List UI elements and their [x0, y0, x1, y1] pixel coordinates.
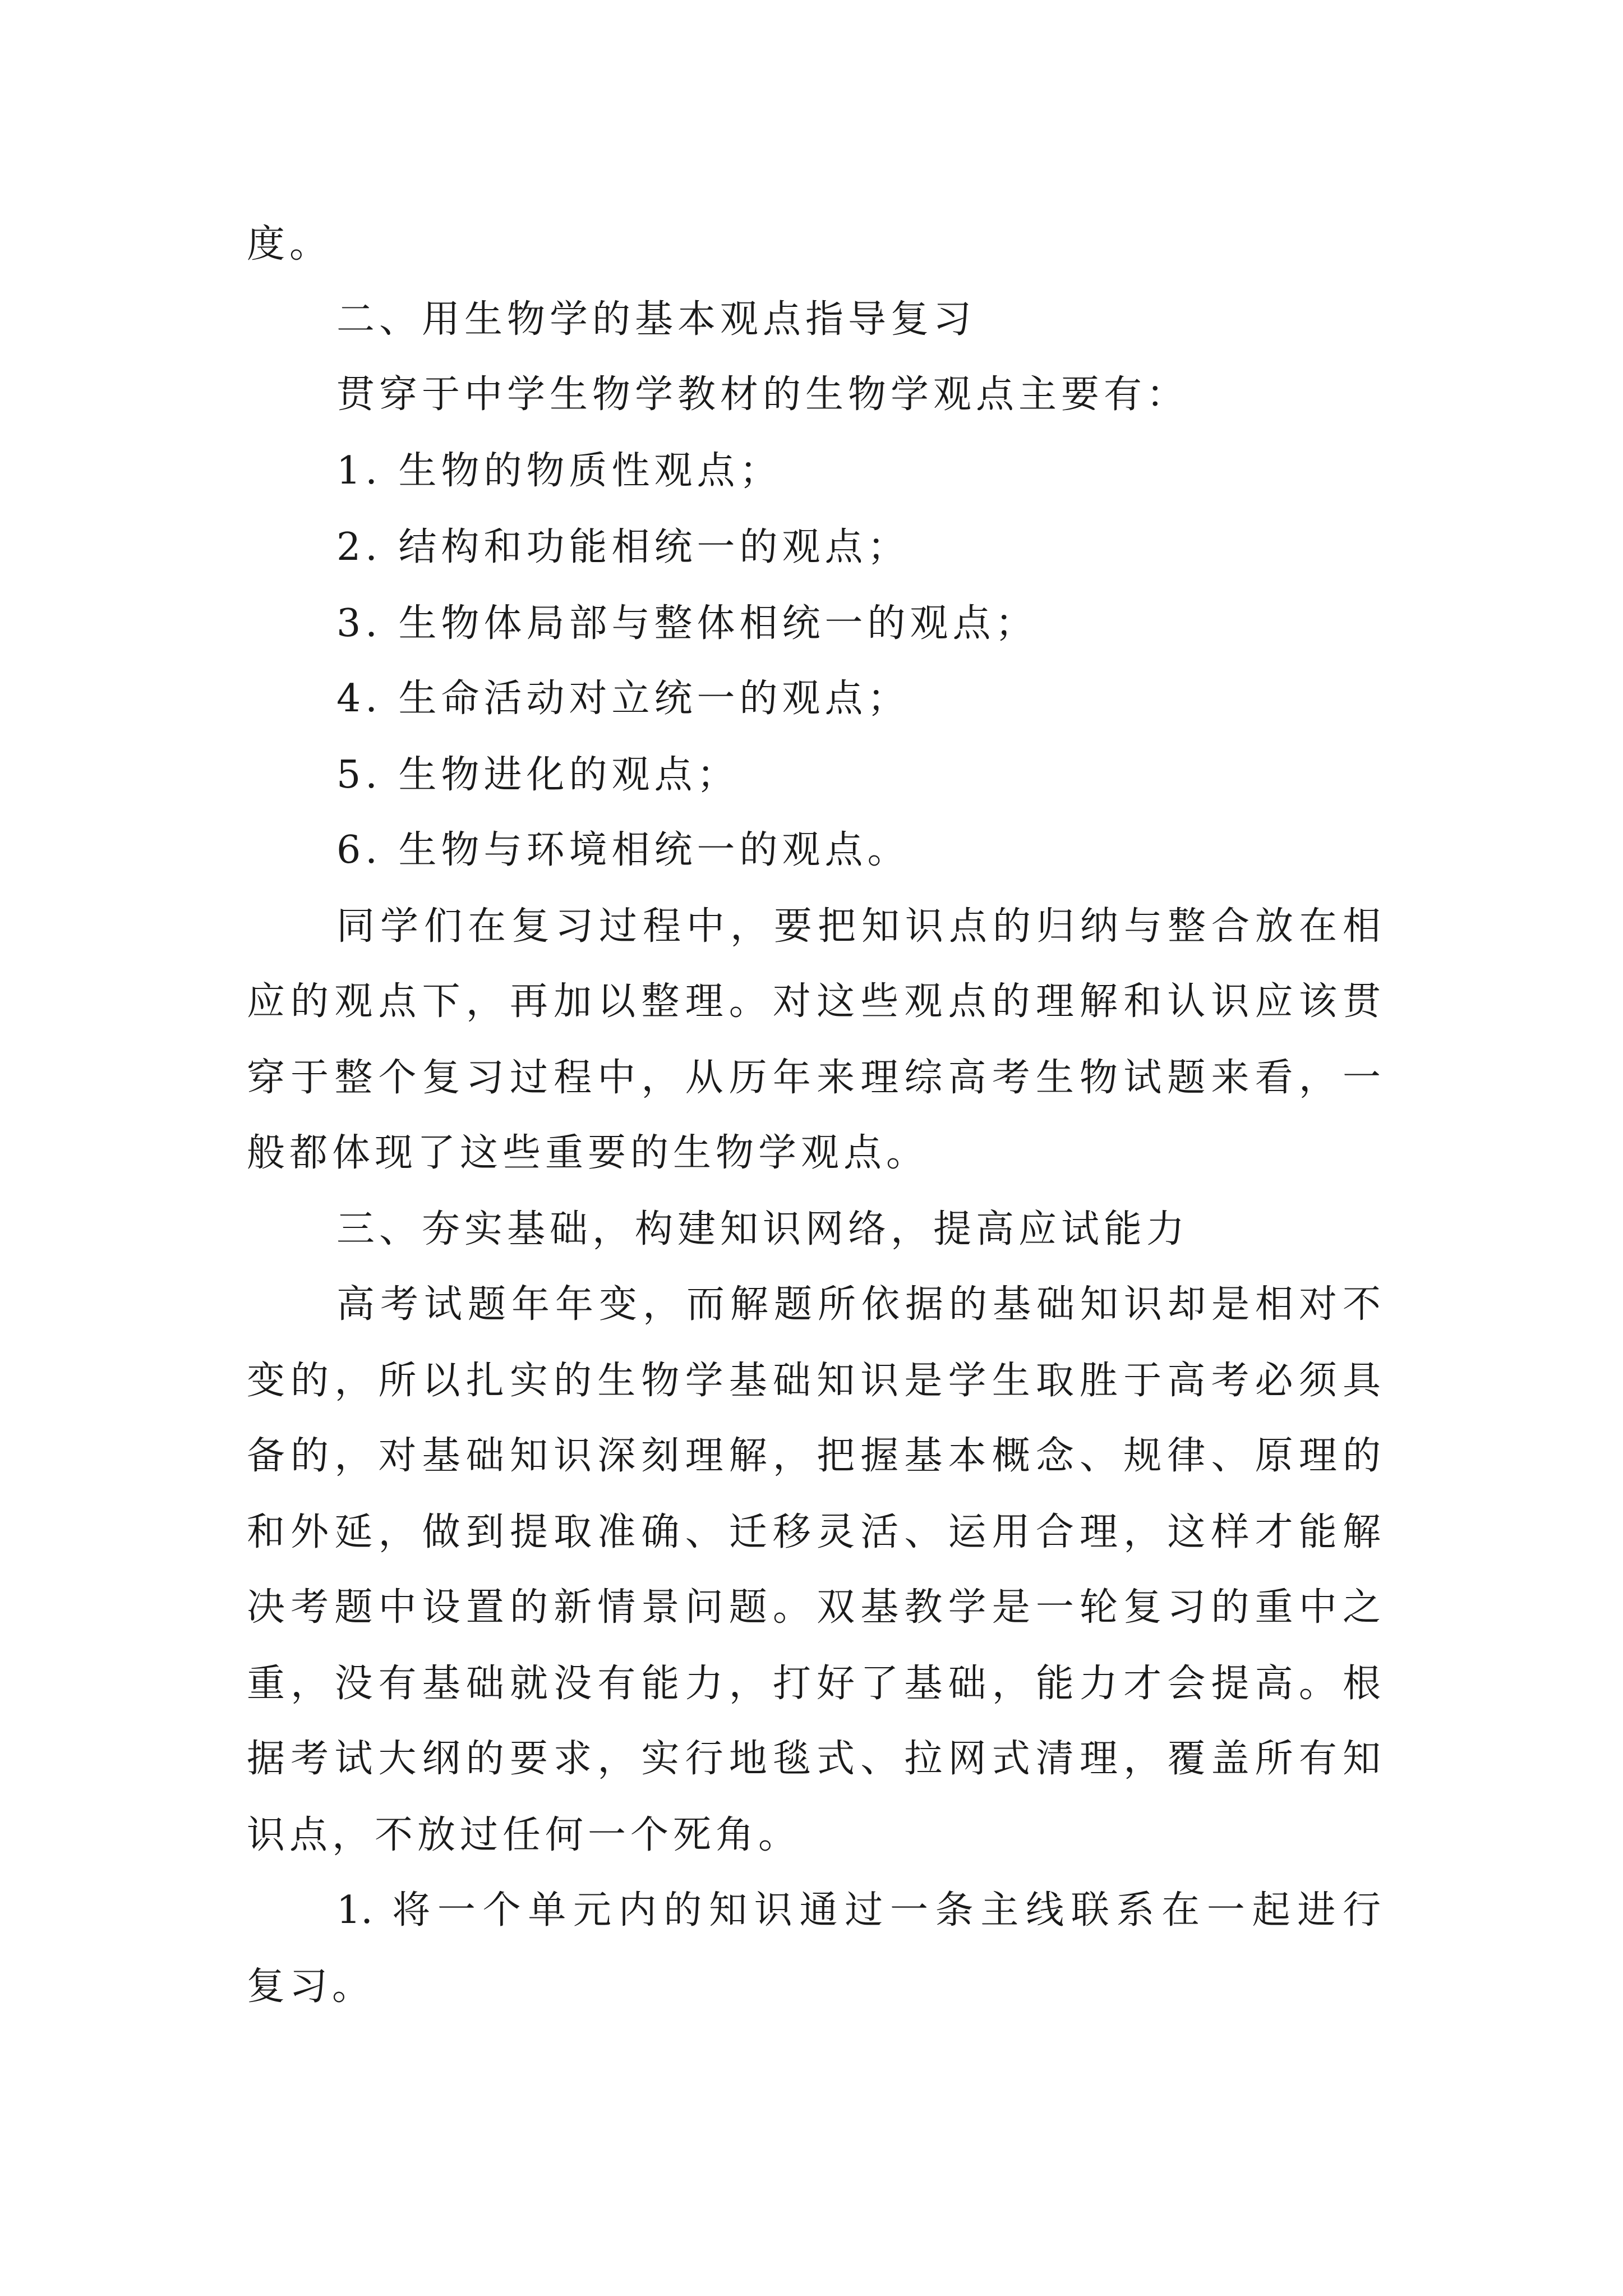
- list-item: 1. 将一个单元内的知识通过一条主线联系在一起进行: [336, 1888, 1381, 1932]
- list-item: 1. 生物的物质性观点；: [336, 449, 782, 493]
- section-heading: 二、用生物学的基本观点指导复习: [336, 297, 976, 342]
- paragraph-line: 重，没有基础就没有能力，打好了基础，能力才会提高。根: [247, 1662, 1381, 1706]
- list-item: 5. 生物进化的观点；: [336, 753, 740, 797]
- paragraph-line: 同学们在复习过程中，要把知识点的归纳与整合放在相: [336, 904, 1381, 949]
- list-item: 4. 生命活动对立统一的观点；: [336, 677, 910, 721]
- paragraph-line: 穿于整个复习过程中，从历年来理综高考生物试题来看，一: [247, 1056, 1381, 1100]
- paragraph-line: 据考试大纲的要求，实行地毯式、拉网式清理，覆盖所有知: [247, 1737, 1381, 1781]
- paragraph-line: 和外延，做到提取准确、迁移灵活、运用合理，这样才能解: [247, 1510, 1381, 1554]
- text-line: 度。: [247, 222, 333, 266]
- paragraph-line: 决考题中设置的新情景问题。双基教学是一轮复习的重中之: [247, 1585, 1381, 1630]
- text-line: 贯穿于中学生物学教材的生物学观点主要有：: [336, 372, 1189, 417]
- paragraph-line: 复习。: [247, 1964, 375, 2009]
- paragraph-line: 应的观点下，再加以整理。对这些观点的理解和认识应该贯: [247, 979, 1381, 1024]
- paragraph-line: 高考试题年年变，而解题所依据的基础知识却是相对不: [336, 1282, 1381, 1327]
- list-item: 3. 生物体局部与整体相统一的观点；: [336, 601, 1038, 646]
- section-heading: 三、夯实基础，构建知识网络，提高应试能力: [336, 1207, 1189, 1251]
- paragraph-line: 般都体现了这些重要的生物学观点。: [247, 1131, 929, 1175]
- list-item: 2. 结构和功能相统一的观点；: [336, 525, 910, 569]
- paragraph-line: 备的，对基础知识深刻理解，把握基本概念、规律、原理的: [247, 1434, 1381, 1478]
- paragraph-line: 变的，所以扎实的生物学基础知识是学生取胜于高考必须具: [247, 1359, 1381, 1403]
- paragraph-line: 识点，不放过任何一个死角。: [247, 1813, 801, 1857]
- list-item: 6. 生物与环境相统一的观点。: [336, 828, 910, 872]
